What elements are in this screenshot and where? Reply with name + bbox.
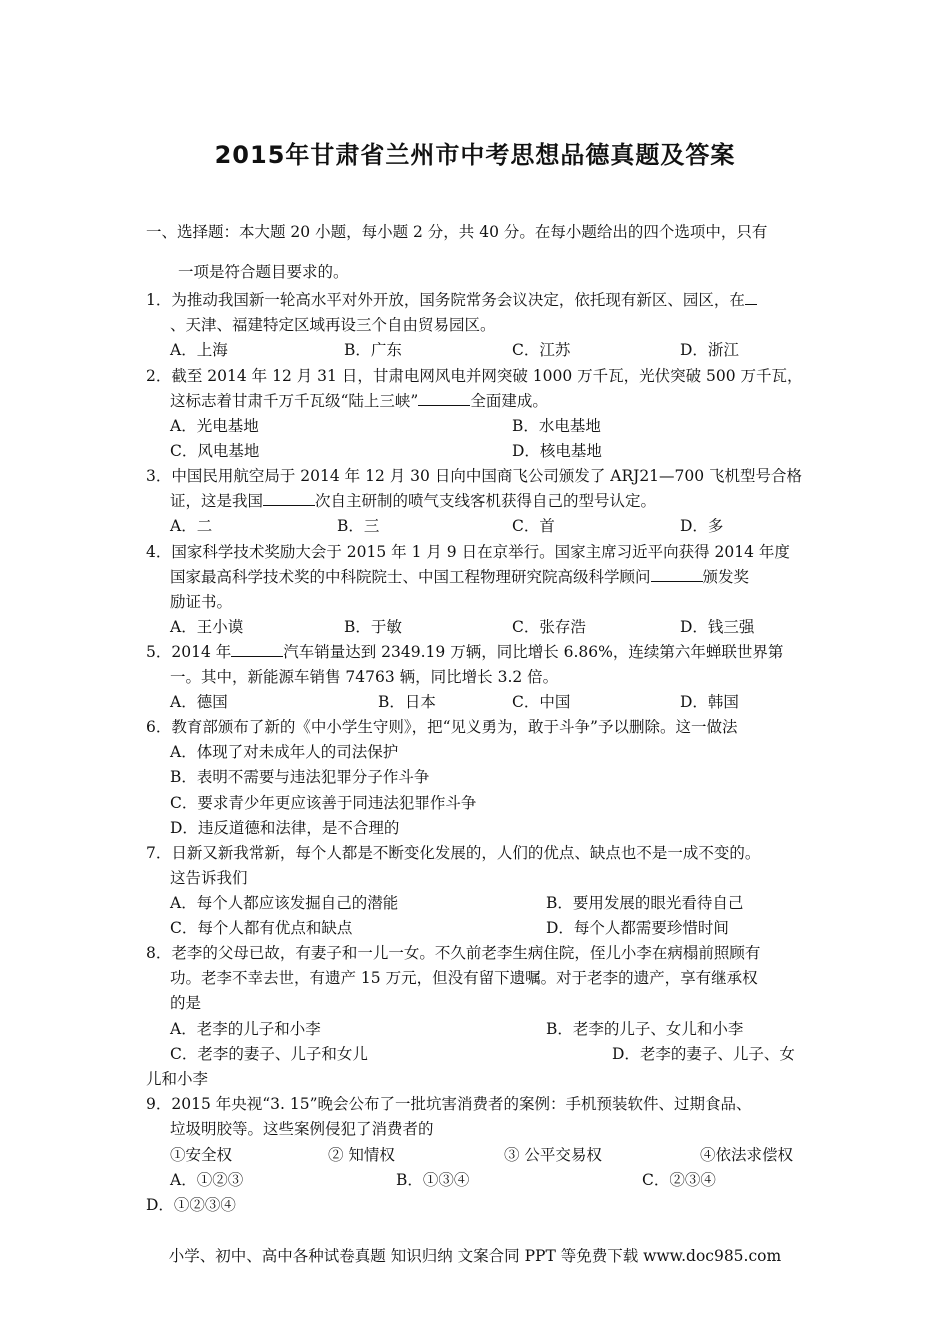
option-c: C．风电基地 bbox=[170, 442, 260, 460]
question-5-stem-cont: 一。其中，新能源车销售 74763 辆，同比增长 3.2 倍。 bbox=[170, 668, 559, 686]
section-heading: 一、选择题：本大题 20 小题，每小题 2 分，共 40 分。在每小题给出的四个选项中，只有 bbox=[146, 223, 768, 241]
option-d-wrap: 儿和小李 bbox=[146, 1070, 209, 1088]
answer-blank bbox=[745, 290, 757, 305]
option-c: C．中国 bbox=[512, 693, 571, 711]
question-2-stem-cont: 这标志着甘肃千万千瓦级“陆上三峡” 全面建成。 bbox=[170, 392, 548, 410]
option-d: D．违反道德和法律，是不合理的 bbox=[170, 819, 400, 837]
question-7-stem: 7．日新又新我常新，每个人都是不断变化发展的，人们的优点、缺点也不是一成不变的。 bbox=[146, 844, 761, 862]
question-3-stem-cont: 证，这是我国 次自主研制的喷气支线客机获得自己的型号认定。 bbox=[170, 492, 657, 510]
option-b: B．表明不需要与违法犯罪分子作斗争 bbox=[170, 768, 430, 786]
item-2: ② 知情权 bbox=[328, 1146, 395, 1164]
question-8-stem-cont: 功。老李不幸去世，有遗产 15 万元，但没有留下遗嘱。对于老李的遗产，享有继承权 bbox=[170, 969, 758, 987]
section-heading-cont: 一项是符合题目要求的。 bbox=[178, 263, 349, 281]
option-a: A．德国 bbox=[170, 693, 228, 711]
item-4: ④依法求偿权 bbox=[700, 1146, 794, 1164]
option-a: A．体现了对未成年人的司法保护 bbox=[170, 743, 399, 761]
option-d: D．每个人都需要珍惜时间 bbox=[546, 919, 729, 937]
option-d: D．浙江 bbox=[680, 341, 739, 359]
option-a: A．老李的儿子和小李 bbox=[170, 1020, 321, 1038]
option-a: A．上海 bbox=[170, 341, 228, 359]
question-4-stem-cont: 国家最高科学技术奖的中科院院士、中国工程物理研究院高级科学顾问 颁发奖 bbox=[170, 568, 750, 586]
option-d: D．多 bbox=[680, 517, 724, 535]
question-6-stem: 6．教育部颁布了新的《中小学生守则》，把“见义勇为，敢于斗争”予以删除。这一做法 bbox=[146, 718, 738, 736]
question-9-stem-cont: 垃圾明胶等。这些案例侵犯了消费者的 bbox=[170, 1120, 434, 1138]
question-3-stem: 3．中国民用航空局于 2014 年 12 月 30 日向中国商飞公司颁发了 ARJ21—700 飞机型号合格 bbox=[146, 467, 803, 485]
page-title: 2015年甘肃省兰州市中考思想品德真题及答案 bbox=[214, 141, 736, 169]
option-c: C．江苏 bbox=[512, 341, 571, 359]
option-c: C．②③④ bbox=[642, 1171, 716, 1189]
option-d: D．①②③④ bbox=[146, 1196, 236, 1214]
option-c: C．每个人都有优点和缺点 bbox=[170, 919, 353, 937]
option-d: D．钱三强 bbox=[680, 618, 755, 636]
question-1-stem: 1．为推动我国新一轮高水平对外开放，国务院常务会议决定，依托现有新区、园区，在 bbox=[146, 290, 757, 310]
option-c: C．首 bbox=[512, 517, 555, 535]
question-8-stem: 8．老李的父母已故，有妻子和一儿一女。不久前老李生病住院，侄儿小李在病榻前照顾有 bbox=[146, 944, 761, 962]
option-c: C．张存浩 bbox=[512, 618, 586, 636]
option-a: A．王小谟 bbox=[170, 618, 244, 636]
item-3: ③ 公平交易权 bbox=[504, 1146, 602, 1164]
option-b: B．要用发展的眼光看待自己 bbox=[546, 894, 744, 912]
option-c: C．要求青少年更应该善于同违法犯罪作斗争 bbox=[170, 794, 477, 812]
option-a: A．光电基地 bbox=[170, 417, 259, 435]
option-b: B．水电基地 bbox=[512, 417, 601, 435]
option-c: C．老李的妻子、儿子和女儿 bbox=[170, 1045, 368, 1063]
question-4-stem: 4．国家科学技术奖励大会于 2015 年 1 月 9 日在京举行。国家主席习近平向获得 2014 年度 bbox=[146, 543, 790, 561]
option-b: B．广东 bbox=[344, 341, 402, 359]
question-5-stem: 5．2014 年 汽车销量达到 2349.19 万辆，同比增长 6.86%，连续第六年蝉联世界第 bbox=[146, 643, 784, 661]
option-a: A．每个人都应该发掘自己的潜能 bbox=[170, 894, 399, 912]
answer-blank bbox=[418, 391, 470, 406]
answer-blank bbox=[263, 491, 315, 506]
question-8-stem-cont2: 的是 bbox=[170, 994, 202, 1012]
answer-blank bbox=[231, 642, 283, 657]
question-4-stem-cont2: 励证书。 bbox=[170, 593, 233, 611]
option-a: A．二 bbox=[170, 517, 213, 535]
page-footer: 小学、初中、高中各种试卷真题 知识归纳 文案合同 PPT 等免费下载 www.doc985.com bbox=[168, 1247, 782, 1265]
answer-blank bbox=[651, 567, 703, 582]
option-b: B．老李的儿子、女儿和小李 bbox=[546, 1020, 744, 1038]
question-7-stem-cont: 这告诉我们 bbox=[170, 869, 248, 887]
option-b: B．于敏 bbox=[344, 618, 402, 636]
option-d: D．韩国 bbox=[680, 693, 739, 711]
option-a: A．①②③ bbox=[170, 1171, 244, 1189]
option-b: B．日本 bbox=[378, 693, 436, 711]
option-b: B．①③④ bbox=[396, 1171, 470, 1189]
option-d: D．核电基地 bbox=[512, 442, 602, 460]
question-1-stem-cont: 、天津、福建特定区域再设三个自由贸易园区。 bbox=[170, 316, 496, 334]
question-9-stem: 9．2015 年央视“3. 15”晚会公布了一批坑害消费者的案例：手机预装软件、过期食品、 bbox=[146, 1095, 752, 1113]
item-1: ①安全权 bbox=[170, 1146, 233, 1164]
question-2-stem: 2．截至 2014 年 12 月 31 日，甘肃电网风电并网突破 1000 万千瓦，光伏突破 500 万千瓦， bbox=[146, 367, 803, 385]
option-b: B．三 bbox=[337, 517, 380, 535]
option-d: D．老李的妻子、儿子、女 bbox=[612, 1045, 795, 1063]
